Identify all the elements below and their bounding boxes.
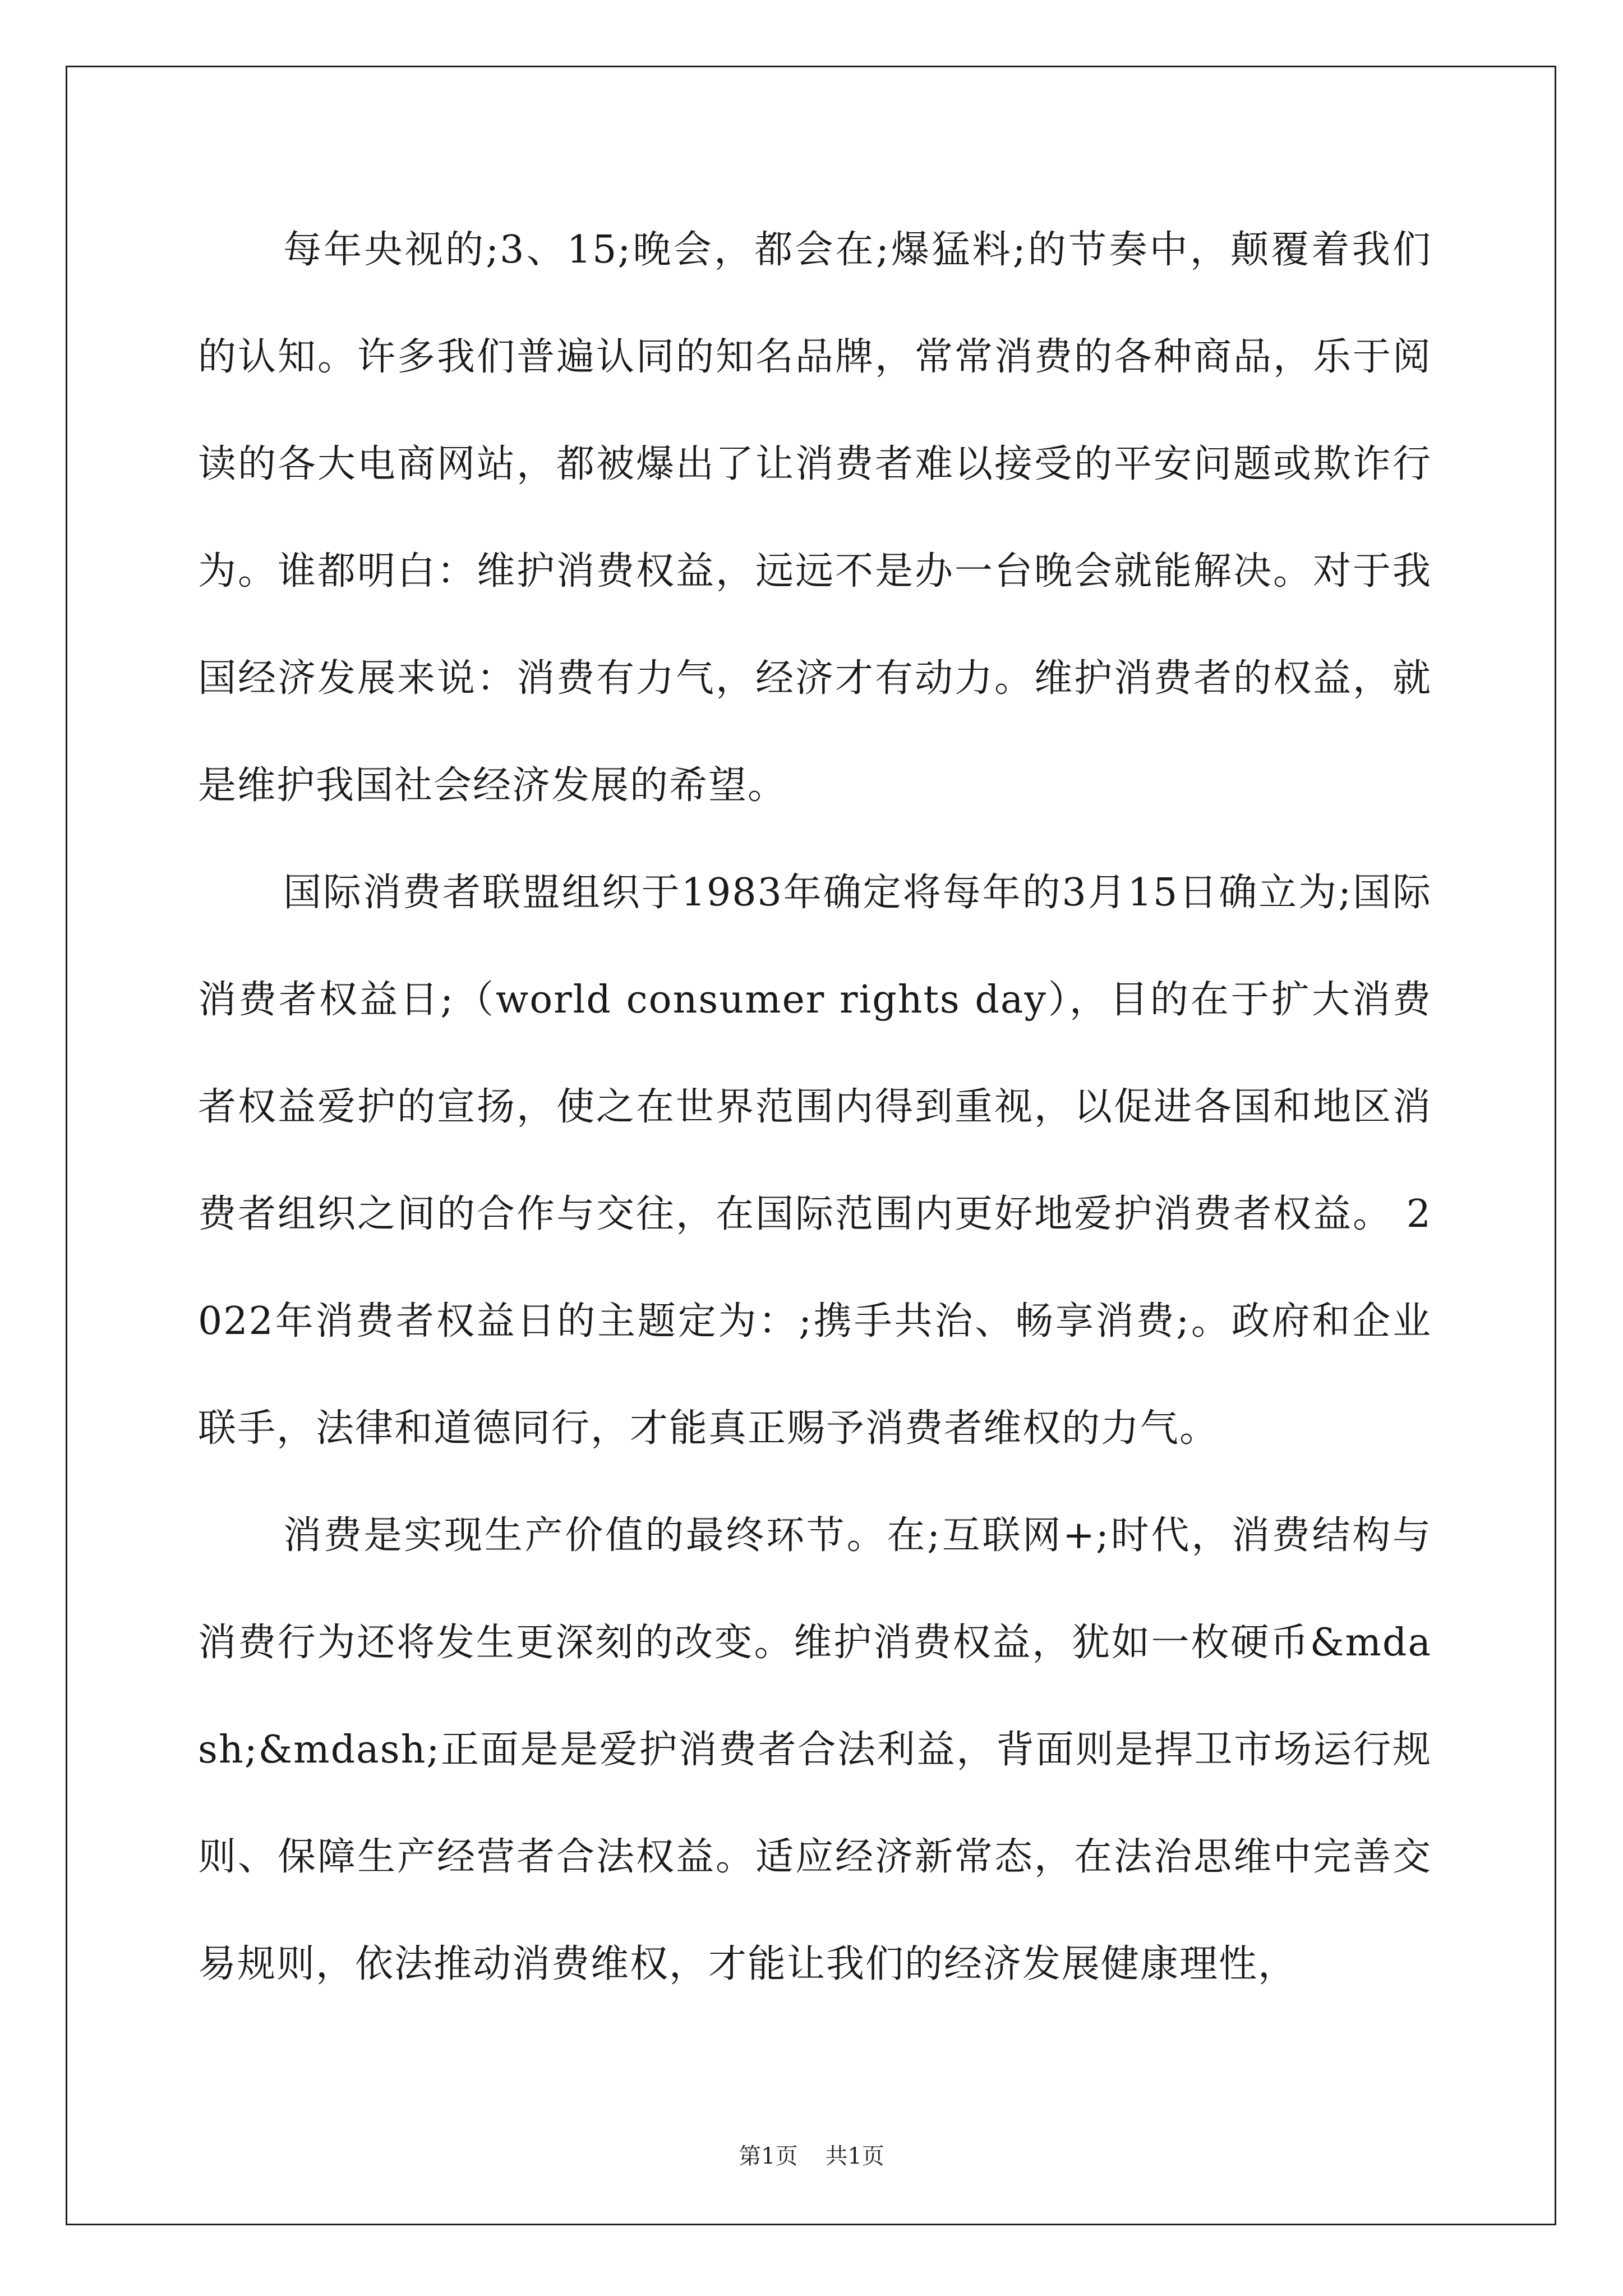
paragraph-2: 国际消费者联盟组织于1983年确定将每年的3月15日确立为;国际消费者权益日;（world consumer rights day），目的在于扩大消费者权益爱护的宣扬，使之在世界范围内得到重视，以促进各国和地区消费者组织之间的合作与交往，在国际范围内更好地爱护消费者权益。 2022年消费者权益日的主题定为：;携手共治、畅享消费;。政府和企业联手，法律和道德同行，才能真正赐予消费者维权的力气。 bbox=[198, 871, 1432, 1451]
document-body bbox=[198, 196, 1432, 2018]
paragraph-3: 消费是实现生产价值的最终环节。在;互联网+;时代，消费结构与消费行为还将发生更深刻的改变。维护消费权益，犹如一枚硬币&mdash;&mdash;正面是是爱护消费者合法利益，背面则是捍卫市场运行规则、保障生产经营者合法权益。适应经济新常态，在法治思维中完善交易规则，依法推动消费维权，才能让我们的经济发展健康理性， bbox=[198, 1513, 1432, 1986]
page-total: 共1页 bbox=[825, 2143, 884, 2169]
page-footer bbox=[0, 2138, 1623, 2170]
page-number: 第1页 bbox=[739, 2143, 798, 2169]
paragraph-1: 每年央视的;3、15;晚会，都会在;爆猛料;的节奏中，颠覆着我们的认知。许多我们普遍认同的知名品牌，常常消费的各种商品，乐于阅读的各大电商网站，都被爆出了让消费者难以接受的平安问题或欺诈行为。谁都明白：维护消费权益，远远不是办一台晚会就能解决。对于我国经济发展来说：消费有力气，经济才有动力。维护消费者的权益，就是维护我国社会经济发展的希望。 bbox=[198, 228, 1432, 808]
